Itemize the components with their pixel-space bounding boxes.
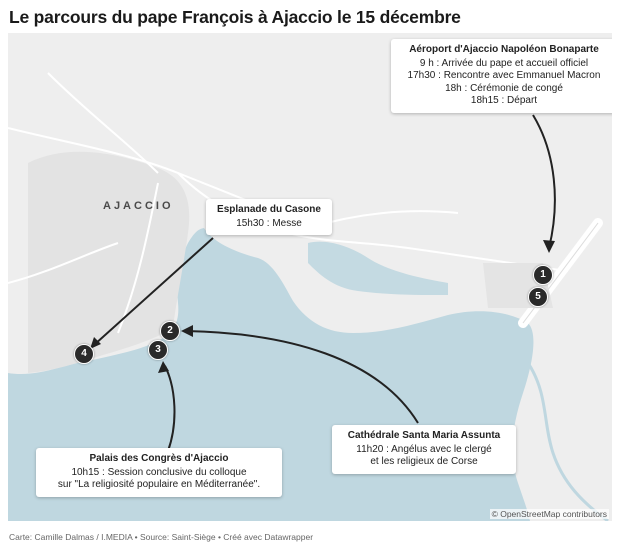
map-area[interactable] <box>8 33 612 521</box>
map-attribution[interactable]: © OpenStreetMap contributors <box>491 509 607 519</box>
callout-palais-line: 10h15 : Session conclusive du colloque <box>71 466 247 478</box>
callout-airport-line: 9 h : Arrivée du pape et accueil officiel <box>419 57 589 69</box>
callout-palais-line: sur "La religiosité populaire en Méditerranée". <box>57 479 261 490</box>
footer-credits: Carte: Camille Dalmas / I.MEDIA • Source: Saint-Siège • Créé avec Datawrapper <box>9 532 314 542</box>
callout-cathedrale-line: 11h20 : Angélus avec le clergé <box>356 443 492 455</box>
callout-palais <box>36 448 282 497</box>
marker-1[interactable]: 1 <box>533 265 553 285</box>
callout-airport <box>391 39 612 113</box>
callout-cathedrale <box>332 425 516 474</box>
callout-casone-line: 15h30 : Messe <box>236 217 302 229</box>
callout-airport-line: 18h : Cérémonie de congé <box>445 82 563 94</box>
city-label-ajaccio: AJACCIO <box>103 200 174 212</box>
callout-cathedrale-title: Cathédrale Santa Maria Assunta <box>347 430 501 441</box>
marker-3[interactable]: 3 <box>148 340 168 360</box>
callout-casone-title: Esplanade du Casone <box>217 204 321 215</box>
marker-2[interactable]: 2 <box>160 321 180 341</box>
callout-cathedrale-line: et les religieux de Corse <box>370 456 478 467</box>
callout-palais-title: Palais des Congrès d'Ajaccio <box>89 453 229 464</box>
callout-airport-title: Aéroport d'Ajaccio Napoléon Bonaparte <box>409 44 599 55</box>
marker-5[interactable]: 5 <box>528 287 548 307</box>
callout-airport-line: 18h15 : Départ <box>470 95 538 106</box>
callout-casone <box>206 199 332 235</box>
marker-4[interactable]: 4 <box>74 344 94 364</box>
map-title: Le parcours du pape François à Ajaccio le 15 décembre <box>9 7 461 27</box>
callout-airport-line: 17h30 : Rencontre avec Emmanuel Macron <box>407 70 601 81</box>
